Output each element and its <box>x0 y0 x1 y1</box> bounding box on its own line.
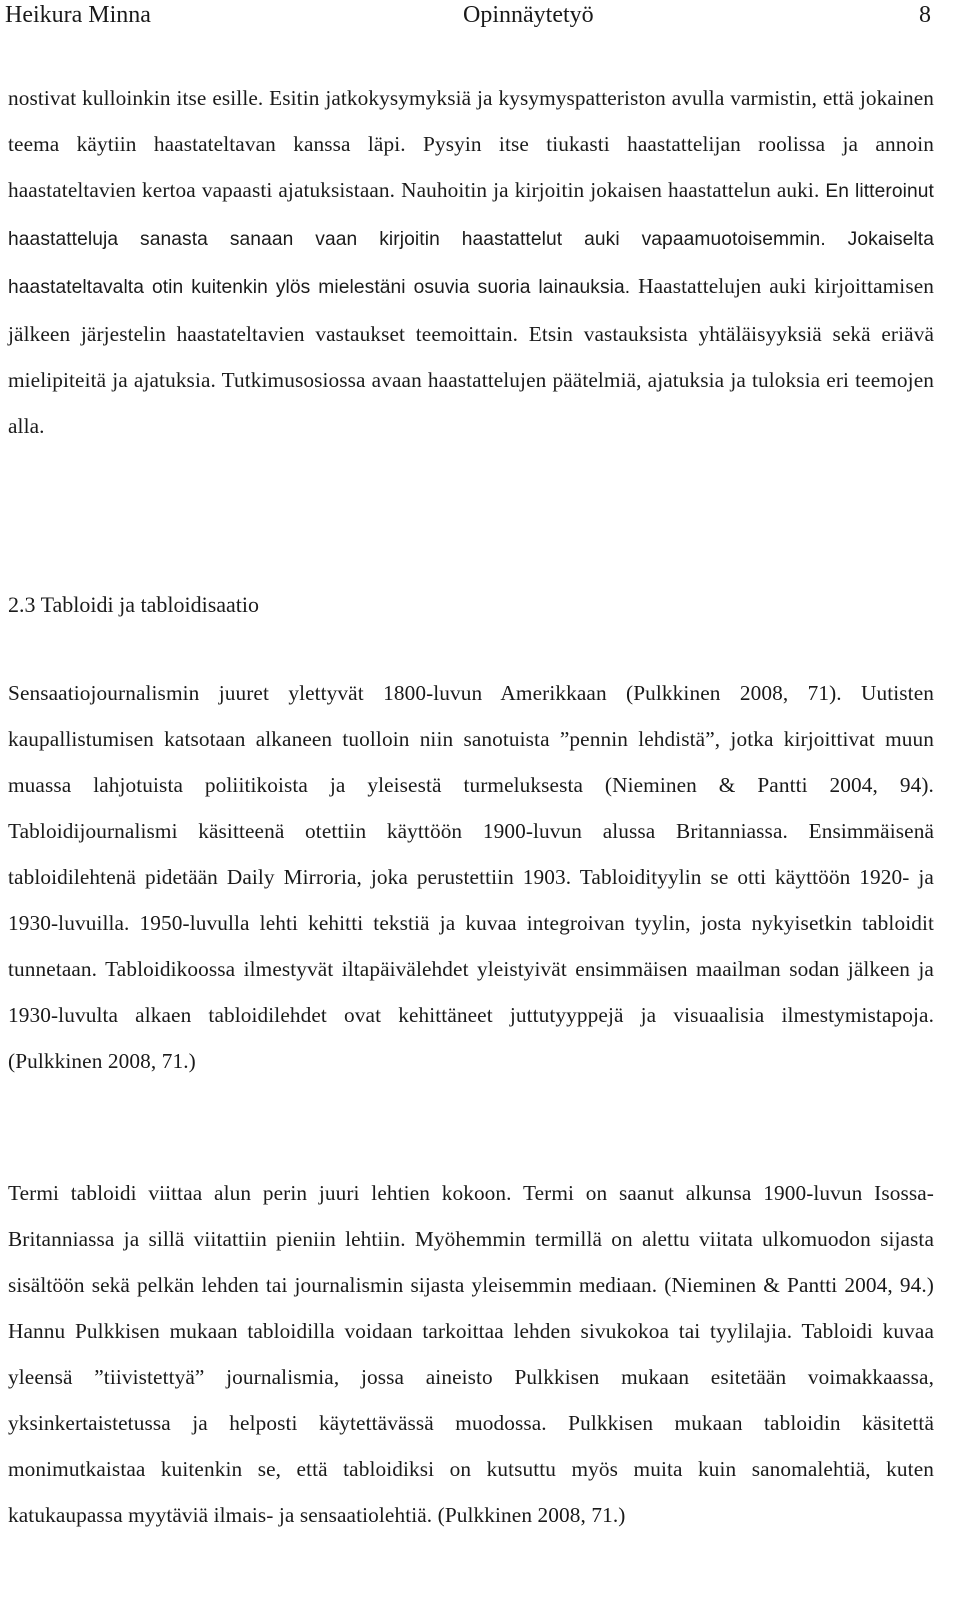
page-header <box>5 0 935 34</box>
header-document-title: Opinnäytetyö <box>463 2 594 28</box>
paragraph-text-serif: Etsin vastauksista yhtäläisyyksiä sekä eriävä mielipiteitä ja ajatuksia. <box>8 322 934 392</box>
body-paragraph-methods <box>8 75 934 449</box>
header-author: Heikura Minna <box>5 2 151 28</box>
body-paragraph-history: Sensaatiojournalismin juuret ylettyvät 1800-luvun Amerikkaan (Pulkkinen 2008, 71). Uutisten kaupallistumisen katsotaan alkaneen tuolloin niin sanotuista ”pennin lehdistä”, jotka kirjoittivat muun muassa lahjotuista poliitikoista ja yleisestä turmeluksesta (Nieminen & Pantti 2004, 94). Tabloidijournalismi käsitteenä otettiin käyttöön 1900-luvun alussa Britanniassa. Ensimmäisenä tabloidilehtenä pidetään Daily Mirroria, joka perustettiin 1903. Tabloidityylin se otti käyttöön 1920- ja 1930-luvuilla. 1950-luvulla lehti kehitti tekstiä ja kuvaa integroivan tyylin, josta nykyisetkin tabloidit tunnetaan. Tabloidikoossa ilmestyvät iltapäivälehdet yleistyivät ensimmäisen maailman sodan jälkeen ja 1930-luvulta alkaen tabloidilehdet ovat kehittäneet juttutyyppejä ja visuaalisia ilmestymistapoja. (Pulkkinen 2008, 71.) <box>8 681 934 1073</box>
body-paragraph-term: Termi tabloidi viittaa alun perin juuri lehtien kokoon. Termi on saanut alkunsa 1900-luvun Isossa-Britanniassa ja sillä viitattiin pieniin lehtiin. Myöhemmin termillä on alettu viitata ulkomuodon sijasta sisältöön sekä pelkän lehden tai journalismin sijasta yleisemmin mediaan. (Nieminen & Pantti 2004, 94.) Hannu Pulkkisen mukaan tabloidilla voidaan tarkoittaa lehden sivukokoa tai tyylilajia. Tabloidi kuvaa yleensä ”tiivistettyä” journalismia, jossa aineisto Pulkkisen mukaan esitetään voimakkaassa, yksinkertaistetussa ja helposti käytettävässä muodossa. Pulkkisen mukaan tabloidin käsitettä monimutkaistaa kuitenkin se, että tabloidiksi on kutsuttu myös muita kuin sanomalehtiä, kuten katukaupassa myytäviä ilmais- ja sensaatiolehtiä. (Pulkkinen 2008, 71.) <box>8 1181 934 1527</box>
header-page-number: 8 <box>919 2 931 28</box>
paragraph-text-sans: En litteroinut haastatteluja sanasta sanaan vaan kirjoitin haastattelut auki vapaamuotoisemmin. Jokaiselta haastateltavalta otin kuitenkin ylös mielestäni osuvia suoria lainauksia. <box>8 181 934 298</box>
paragraph-text-serif: Haastattelujen auki kirjoittamisen jälkeen järjestelin haastateltavien vastaukset teemoittain. <box>8 274 935 346</box>
paragraph-text-serif: nostivat kulloinkin itse esille. Esitin jatkokysymyksiä ja kysymyspatteriston avulla varmistin, että jokainen teema käytiin haastateltavan kanssa läpi. Pysyin itse tiukasti haastattelijan roolissa ja annoin haastateltavien kertoa vapaasti ajatuksistaan. Nauhoitin ja kirjoitin jokaisen haastattelun auki. <box>8 86 934 202</box>
paragraph-text-serif: Tutkimusosiossa avaan haastattelujen päätelmiä, ajatuksia ja tuloksia eri teemojen alla. <box>8 368 934 438</box>
section-heading: 2.3 Tabloidi ja tabloidisaatio <box>8 592 260 617</box>
